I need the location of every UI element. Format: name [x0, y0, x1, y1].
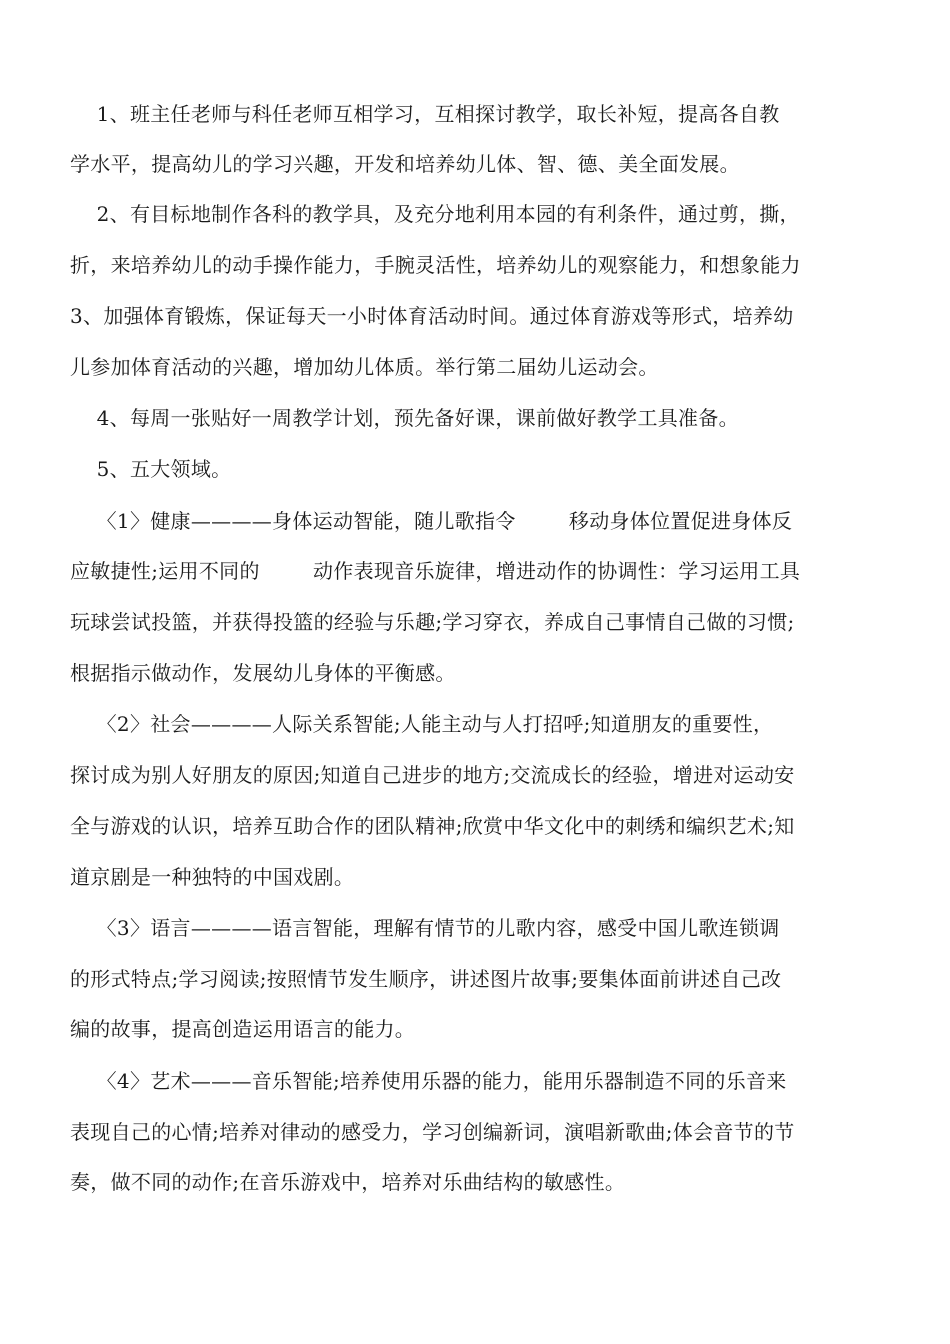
- society-line-1: 〈2〉社会————人际关系智能;人能主动与人打招呼;知道朋友的重要性，: [70, 712, 774, 736]
- paragraph-3-line-1: 3、加强体育锻炼，保证每天一小时体育活动时间。通过体育游戏等形式，培养幼: [70, 304, 794, 328]
- health-line-4: 根据指示做动作，发展幼儿身体的平衡感。: [70, 661, 456, 685]
- art-line-3: 奏，做不同的动作;在音乐游戏中，培养对乐曲结构的敏感性。: [70, 1170, 626, 1194]
- health-line-2: 应敏捷性;运用不同的 动作表现音乐旋律，增进动作的协调性：学习运用工具: [70, 559, 801, 583]
- society-line-2: 探讨成为别人好朋友的原因;知道自己进步的地方;交流成长的经验，增进对运动安: [70, 763, 795, 787]
- paragraph-5-heading: 5、五大领域。: [70, 457, 232, 481]
- health-line-3: 玩球尝试投篮，并获得投篮的经验与乐趣;学习穿衣，养成自己事情自己做的习惯;: [70, 610, 795, 634]
- paragraph-1-line-2: 学水平，提高幼儿的学习兴趣，开发和培养幼儿体、智、德、美全面发展。: [70, 152, 740, 176]
- society-line-3: 全与游戏的认识，培养互助合作的团队精神;欣赏中华文化中的刺绣和编织艺术;知: [70, 814, 795, 838]
- art-line-1: 〈4〉艺术———音乐智能;培养使用乐器的能力，能用乐器制造不同的乐音来: [70, 1069, 787, 1093]
- language-line-1: 〈3〉语言————语言智能，理解有情节的儿歌内容，感受中国儿歌连锁调: [70, 916, 780, 940]
- art-line-2: 表现自己的心情;培养对律动的感受力，学习创编新词，演唱新歌曲;体会音节的节: [70, 1120, 795, 1144]
- paragraph-3-line-2: 儿参加体育活动的兴趣，增加幼儿体质。举行第二届幼儿运动会。: [70, 355, 659, 379]
- society-line-4: 道京剧是一种独特的中国戏剧。: [70, 865, 355, 889]
- paragraph-2-line-2: 折，来培养幼儿的动手操作能力，手腕灵活性，培养幼儿的观察能力，和想象能力: [70, 253, 801, 277]
- language-line-2: 的形式特点;学习阅读;按照情节发生顺序，讲述图片故事;要集体面前讲述自己改: [70, 967, 782, 991]
- paragraph-1-line-1: 1、班主任老师与科任老师互相学习，互相探讨教学，取长补短，提高各自教: [70, 102, 780, 126]
- paragraph-4-line-1: 4、每周一张贴好一周教学计划，预先备好课，课前做好教学工具准备。: [70, 406, 739, 430]
- language-line-3: 编的故事，提高创造运用语言的能力。: [70, 1017, 416, 1041]
- paragraph-2-line-1: 2、有目标地制作各科的教学具，及充分地利用本园的有利条件，通过剪，撕，: [70, 202, 800, 226]
- health-line-1: 〈1〉健康————身体运动智能，随儿歌指令 移动身体位置促进身体反: [70, 509, 793, 533]
